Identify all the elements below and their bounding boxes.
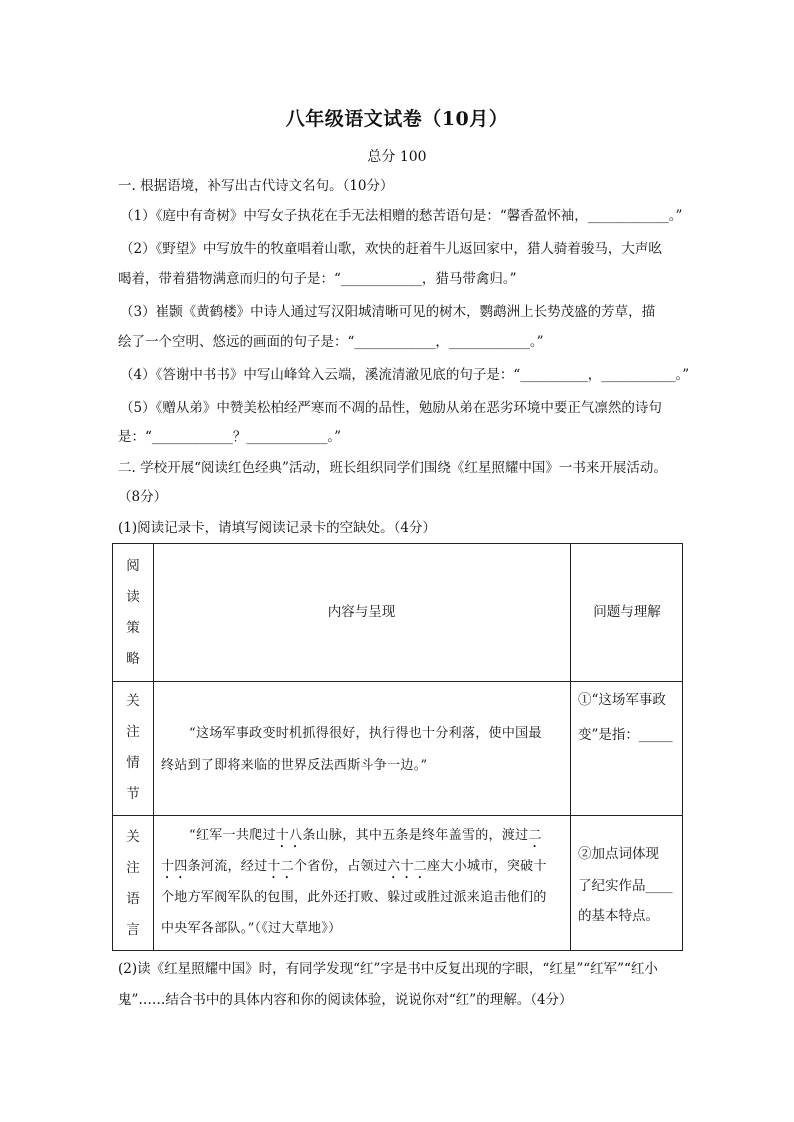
header-question: 问题与理解 <box>593 604 661 620</box>
question-4: （4）《答谢中书书》中写山峰耸入云端，溪流清澈见底的句子是：“__________，___________。” <box>120 367 690 383</box>
row1-strategy: 关 注 情 节 <box>126 693 140 802</box>
section2-heading: 二. 学校开展“阅读红色经典”活动，班长组织同学们围绕《红星照耀中国》一书来开展活动。 <box>118 460 667 476</box>
subquestion-1: (1)阅读记录卡，请填写阅读记录卡的空缺处。（4分） <box>118 520 436 536</box>
question-3-line2: 绘了一个空明、悠远的画面的句子是：“____________，____________。” <box>118 334 544 350</box>
row2-content-line1: “红军一共爬过十八条山脉，其中五条是终年盖雪的，渡过二 <box>189 828 542 843</box>
question-2-line1: （2）《野望》中写放牛的牧童唱着山歌，欢快的赶着牛儿返回家中，猎人骑着骏马，大声吆 <box>120 241 662 257</box>
table-divider <box>113 815 682 816</box>
question-1: （1）《庭中有奇树》中写女子执花在手无法相赠的愁苦语句是：“馨香盈怀袖，____________。” <box>120 208 683 224</box>
row1-question-line2: 变”是指：_____ <box>578 727 673 743</box>
row2-content-line4: 中央军各部队。”（《过大草地》） <box>161 921 342 936</box>
row2-question-line2: 了纪实作品____ <box>578 878 673 894</box>
row1-question-line1: ①“这场军事政 <box>578 692 666 708</box>
row2-question-line1: ②加点词体现 <box>578 846 659 862</box>
row2-question-line3: 的基本特点。 <box>578 908 659 924</box>
row2-strategy: 关 注 语 言 <box>126 828 140 938</box>
row2-content-line3: 个地方军阀军队的包围，此外还打败、躲过或胜过派来追击他们的 <box>161 890 547 905</box>
question-3-line1: （3）崔颢《黄鹤楼》中诗人通过写汉阳城清晰可见的树木，鹦鹉洲上长势茂盛的芳草，描 <box>120 304 656 320</box>
total-score: 总分 100 <box>367 149 427 165</box>
question-2-line2: 喝着，带着猎物满意而归的句子是：“____________，猎马带禽归。” <box>118 271 517 287</box>
table-divider <box>113 681 682 682</box>
section2-points: （8分） <box>118 489 168 505</box>
question-5-line1: （5）《赠从弟》中赞美松柏经严寒而不凋的品性，勉励从弟在恶劣环境中要正气凛然的诗句 <box>120 400 662 416</box>
header-strategy: 阅 读 策 略 <box>126 557 140 667</box>
header-content: 内容与呈现 <box>327 604 396 620</box>
page-title: 八年级语文试卷（10月） <box>285 108 509 130</box>
subquestion-2-line1: (2)读《红星照耀中国》时，有同学发现“红”字是书中反复出现的字眼，“红星”“红军”“红小 <box>118 961 658 977</box>
row2-content-line2: 十四条河流，经过十二个省份，占领过六十二座大小城市，突破十 <box>161 859 547 874</box>
question-5-line2: 是：“____________？____________。” <box>118 429 342 445</box>
reading-record-card <box>112 543 683 951</box>
section1-heading: 一. 根据语境，补写出古代诗文名句。（10分） <box>118 178 394 194</box>
row1-content-line1: “这场军事政变时机抓得很好，执行得也十分利落，使中国最 <box>189 726 542 741</box>
row1-content-line2: 终站到了即将来临的世界反法西斯斗争一边。” <box>161 758 428 773</box>
subquestion-2-line2: 鬼”……结合书中的具体内容和你的阅读体验，说说你对“红”的理解。（4分） <box>118 992 573 1008</box>
